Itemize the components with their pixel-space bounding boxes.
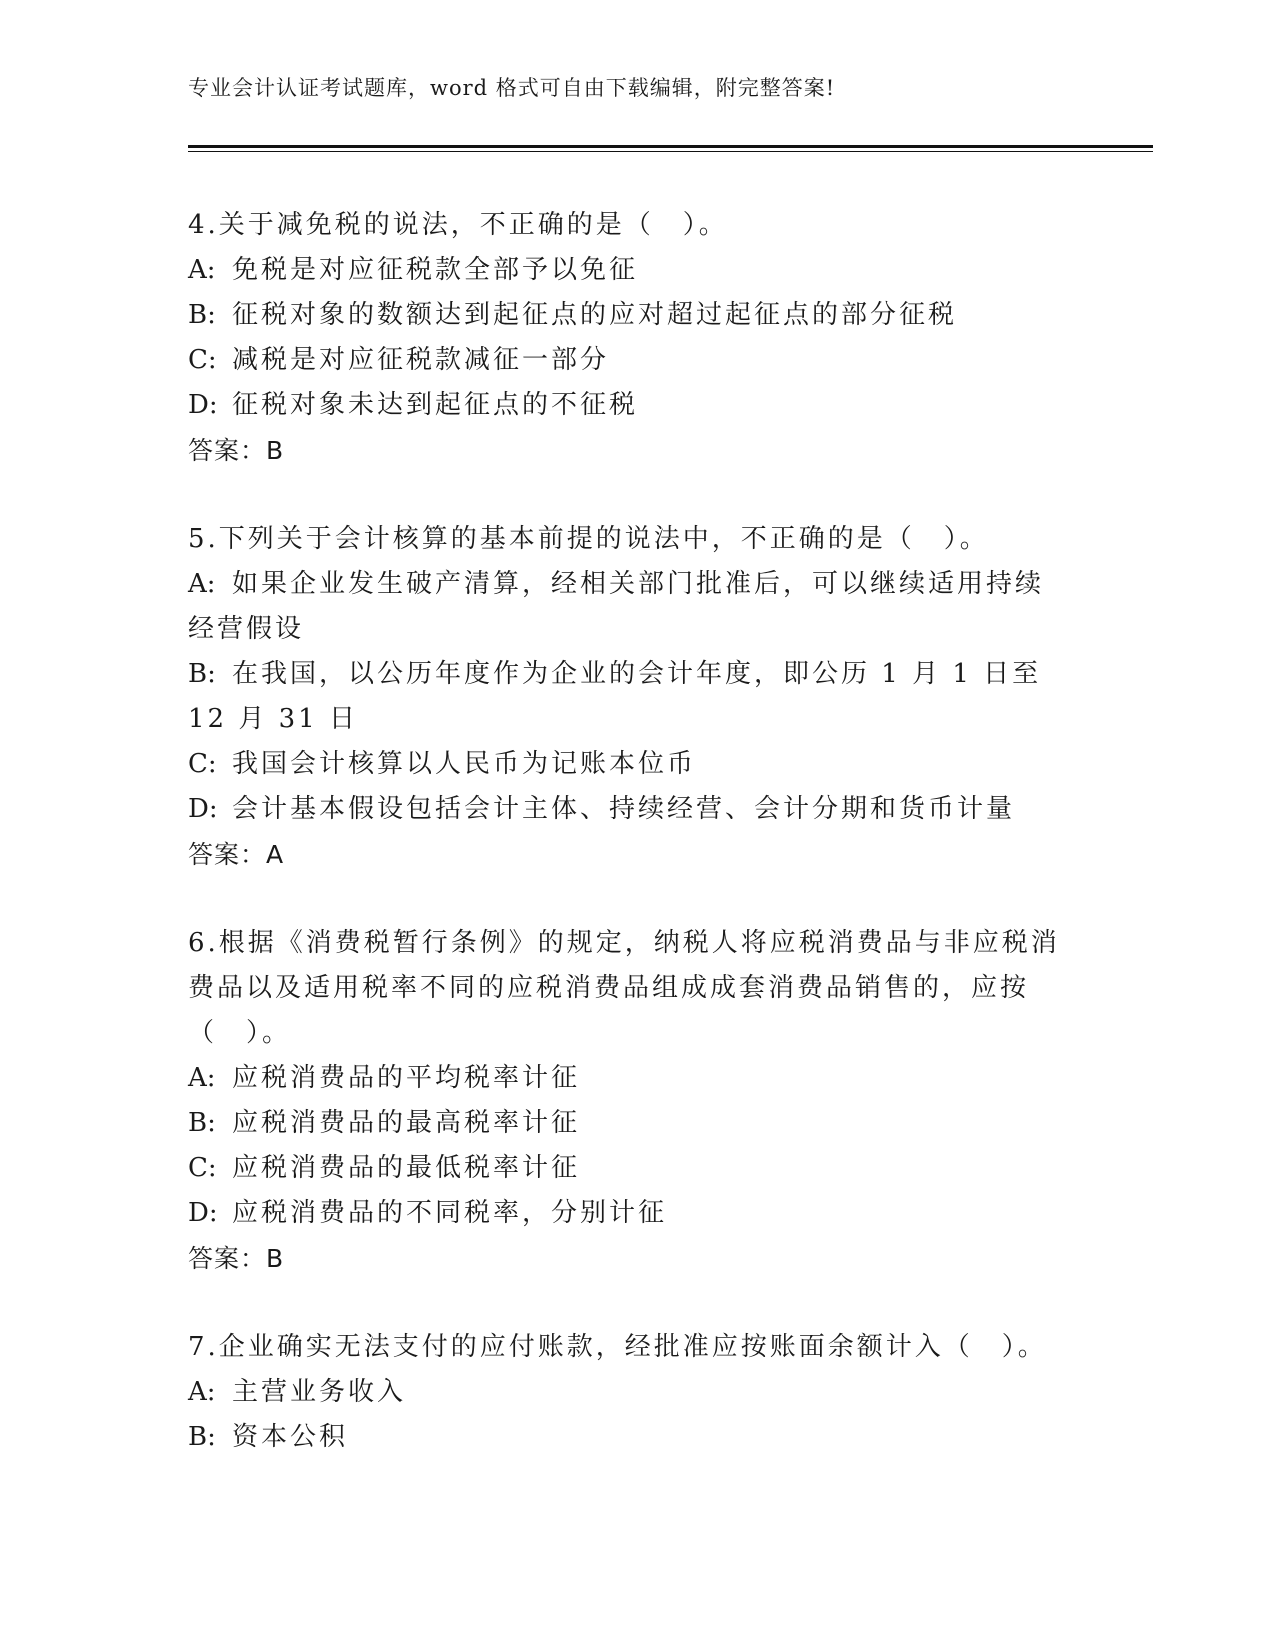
answer-line: 答案：A — [188, 840, 285, 869]
option-a — [188, 1370, 1068, 1415]
option-text: 主营业务收入 — [232, 1377, 407, 1407]
option-text: 征税对象未达到起征点的不征税 — [232, 390, 639, 420]
option-text: 应税消费品的平均税率计征 — [232, 1063, 581, 1093]
option-b — [188, 652, 1068, 742]
option-a — [188, 562, 1068, 652]
option-text: 我国会计核算以人民币为记账本位币 — [232, 749, 697, 779]
header-text: 专业会计认证考试题库，word 格式可自由下载编辑，附完整答案! — [188, 76, 836, 100]
question-stem: 5.下列关于会计核算的基本前提的说法中，不正确的是（ ）。 — [188, 524, 989, 554]
question-4 — [188, 203, 1068, 473]
option-a — [188, 248, 1068, 293]
option-label: D: — [188, 1198, 218, 1228]
option-text: 会计基本假设包括会计主体、持续经营、会计分期和货币计量 — [232, 794, 1016, 824]
option-text: 应税消费品的最高税率计征 — [232, 1108, 581, 1138]
option-text: 减税是对应征税款减征一部分 — [232, 345, 610, 375]
option-text: 免税是对应征税款全部予以免征 — [232, 255, 639, 285]
option-text: 在我国，以公历年度作为企业的会计年度，即公历 1 月 1 日至 12 月 31 日 — [188, 659, 1053, 734]
option-label: A: — [188, 1063, 216, 1093]
option-a — [188, 1056, 1068, 1101]
option-label: A: — [188, 255, 216, 285]
option-label: A: — [188, 1377, 216, 1407]
option-label: B: — [188, 659, 216, 689]
header-divider-thin — [188, 151, 1153, 152]
option-d — [188, 1191, 1068, 1236]
option-label: C: — [188, 749, 217, 779]
option-label: D: — [188, 794, 218, 824]
option-label: C: — [188, 1153, 217, 1183]
option-c — [188, 1146, 1068, 1191]
question-stem: 6.根据《消费税暂行条例》的规定，纳税人将应税消费品与非应税消费品以及适用税率不同的应税消费品组成成套消费品销售的，应按（ ）。 — [188, 928, 1060, 1048]
answer-line: 答案：B — [188, 1244, 285, 1273]
option-d — [188, 383, 1068, 428]
option-c — [188, 742, 1068, 787]
option-text: 应税消费品的最低税率计征 — [232, 1153, 581, 1183]
option-label: B: — [188, 300, 216, 330]
option-text: 应税消费品的不同税率，分别计征 — [232, 1198, 668, 1228]
question-6 — [188, 921, 1068, 1281]
option-c — [188, 338, 1068, 383]
option-d — [188, 787, 1068, 832]
question-stem: 7.企业确实无法支付的应付账款，经批准应按账面余额计入（ ）。 — [188, 1332, 1047, 1362]
option-b — [188, 1415, 1068, 1460]
option-text: 征税对象的数额达到起征点的应对超过起征点的部分征税 — [232, 300, 958, 330]
option-b — [188, 293, 1068, 338]
question-stem: 4.关于减免税的说法，不正确的是（ ）。 — [188, 210, 728, 240]
option-label: B: — [188, 1422, 216, 1452]
question-5 — [188, 517, 1068, 877]
answer-line: 答案：B — [188, 436, 285, 465]
option-label: B: — [188, 1108, 216, 1138]
header-divider-thick — [188, 145, 1153, 148]
option-text: 如果企业发生破产清算，经相关部门批准后，可以继续适用持续经营假设 — [188, 569, 1045, 644]
question-7 — [188, 1325, 1068, 1460]
option-label: A: — [188, 569, 216, 599]
option-label: C: — [188, 345, 217, 375]
option-text: 资本公积 — [232, 1422, 349, 1452]
option-b — [188, 1101, 1068, 1146]
question-list — [188, 203, 1068, 1504]
option-label: D: — [188, 390, 218, 420]
